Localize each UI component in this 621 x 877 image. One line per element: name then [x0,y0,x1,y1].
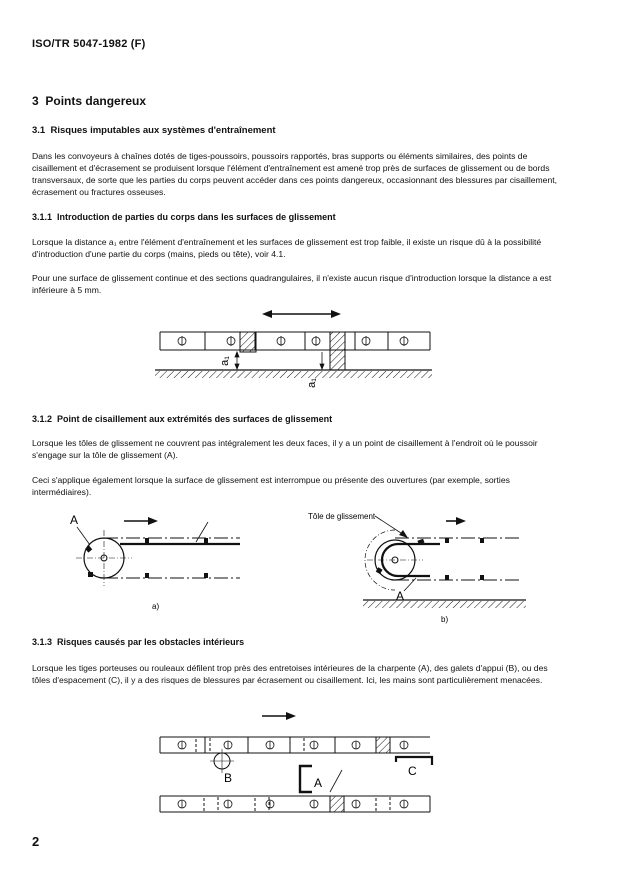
frame-bracket-a [300,766,312,792]
label-a1: a₁ [306,378,318,388]
figure-3-1-3 [0,705,621,825]
section-3-1-3-paragraph: Lorsque les tiges porteuses ou rouleaux défilent trop près des entretoises intérieures de la charpente (A), des galets d'appui (B), ou des tôles d'espacement (C), il y a des risques de blessures par écrasement ou cisaillement. Ici, les mains sont particulièrement menacées. [32,663,548,685]
upper-chain-pins [178,741,408,749]
figure-caption-b: b) [441,615,449,624]
label-a: A [314,776,323,790]
pusher-element [196,737,210,753]
point-label-a: A [396,589,405,603]
motion-arrow [446,517,466,525]
section-3-1-2-paragraph-2: Ceci s'applique également lorsque la surface de glissement est interrompue ou présente des ouvertures (par exemple, sorties intermédiaires). [32,475,510,497]
section-3-1-2-heading [32,414,332,424]
point-label-a: A [70,513,79,527]
pusher-element [376,796,390,812]
section-number: 3.1.3 [32,637,53,647]
label-c: C [408,764,417,778]
plate-label: Tôle de glissement [308,512,376,521]
figure-caption-a: a) [152,602,160,611]
section-3-1-1-paragraph-1: Lorsque la distance a₁ entre l'élément d'entraînement et les surfaces de glissement est trop faible, il existe un risque dû à la possibilité d'introduction d'une partie du corps (mains, pieds ou tête), voir 4.1. [32,237,542,259]
sliding-surface [155,370,432,378]
pusher-element [240,332,256,352]
section-number: 3.1.1 [32,212,53,222]
pusher-element [204,796,218,812]
section-3-1-paragraph: Dans les convoyeurs à chaînes dotés de tiges-poussoirs, poussoirs rapportés, bras supports ou éléments similaires, des points de cisaillement et d'écrasement se produisent lorsque l'élément d'entraînement est amené trop près de surfaces de glissement ou de bords transversaux, de sorte que les parties du corps peuvent accéder dans ces points dangereux, occasionnant des blessures par cisaillement, écrasement ou fractures osseuses. [32,151,557,197]
section-3-1-1-heading [32,212,336,222]
section-title: Points dangereux [45,94,147,108]
section-3-heading [32,94,146,108]
pusher-element [330,796,344,812]
section-number: 3 [32,94,39,108]
section-3-1-heading [32,125,276,136]
lower-chain-pins [178,800,408,808]
dimension-a1-right [320,352,324,369]
section-title: Risques causés par les obstacles intérieurs [57,637,245,647]
section-title: Risques imputables aux systèmes d'entraînement [50,125,276,136]
chain [160,332,430,350]
motion-arrow-bidirectional [262,310,341,318]
section-title: Point de cisaillement aux extrémités des surfaces de glissement [57,414,333,424]
figure-3-1-1 [0,300,621,400]
chain-pins [178,336,408,346]
pusher-element [290,737,304,753]
ground [363,600,526,608]
section-number: 3.1 [32,125,46,136]
document-id: ISO/TR 5047-1982 (F) [32,38,146,50]
section-3-1-3-heading [32,637,244,647]
motion-arrow [262,712,296,720]
section-3-1-2-paragraph-1: Lorsque les tôles de glissement ne couvrent pas intégralement les deux faces, il y a un point de cisaillement à l'endroit où le poussoir s'engage sur la tôle de glissement (A). [32,438,538,460]
page-number: 2 [32,834,40,849]
pusher-element [255,796,269,812]
pusher-element [330,332,345,370]
section-title: Introduction de parties du corps dans les surfaces de glissement [57,212,336,222]
section-number: 3.1.2 [32,414,53,424]
dimension-a1-left [235,352,239,369]
pusher-element [376,737,390,753]
label-b: B [224,771,233,785]
section-3-1-1-paragraph-2: Pour une surface de glissement continue et des sections quadrangulaires, il n'existe aucun risque d'introduction lorsque la distance a est inférieure à 5 mm. [32,273,552,295]
figure-3-1-2-b [0,505,621,625]
label-a1: a₁ [219,356,231,366]
